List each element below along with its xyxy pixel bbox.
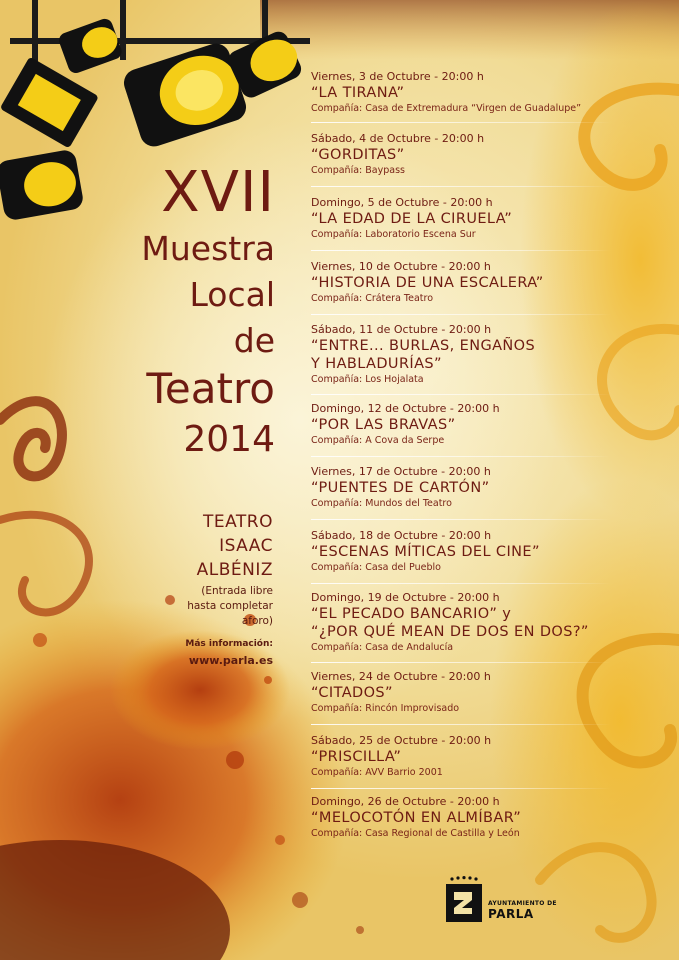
title-edition: XVII bbox=[161, 160, 275, 225]
title-local: Local bbox=[189, 275, 275, 314]
title-muestra: Muestra bbox=[141, 229, 275, 268]
entry-note-line-1: (Entrada libre bbox=[201, 585, 273, 597]
event-play: “ENTRE... BURLAS, ENGAÑOS bbox=[311, 338, 536, 354]
event-play: “POR LAS BRAVAS” bbox=[311, 417, 456, 433]
divider bbox=[311, 724, 611, 725]
event-company: Compañía: Los Hojalata bbox=[311, 374, 424, 385]
event-item bbox=[311, 734, 671, 779]
event-item bbox=[311, 670, 671, 715]
event-item bbox=[311, 323, 671, 386]
event-date: Viernes, 3 de Octubre - 20:00 h bbox=[311, 70, 484, 83]
divider bbox=[311, 583, 611, 584]
event-date: Viernes, 10 de Octubre - 20:00 h bbox=[311, 260, 491, 273]
event-play: “LA TIRANA” bbox=[311, 85, 405, 101]
event-company: Compañía: Baypass bbox=[311, 165, 405, 176]
divider bbox=[311, 662, 611, 663]
event-date: Sábado, 4 de Octubre - 20:00 h bbox=[311, 132, 485, 145]
event-company: Compañía: Crátera Teatro bbox=[311, 293, 434, 304]
logo-top-text: AYUNTAMIENTO DE bbox=[488, 900, 557, 907]
event-play: “ESCENAS MÍTICAS DEL CINE” bbox=[311, 544, 540, 560]
title-teatro: Teatro bbox=[146, 364, 275, 413]
venue-line-3: ALBÉNIZ bbox=[196, 560, 273, 580]
entry-note-line-2: hasta completar bbox=[187, 600, 273, 612]
event-item bbox=[311, 196, 671, 241]
event-item bbox=[311, 529, 671, 574]
event-date: Domingo, 26 de Octubre - 20:00 h bbox=[311, 795, 500, 808]
event-item bbox=[311, 795, 671, 840]
more-info-label: Más información: bbox=[185, 639, 273, 649]
divider bbox=[311, 122, 611, 123]
event-date: Viernes, 24 de Octubre - 20:00 h bbox=[311, 670, 491, 683]
event-company: Compañía: Casa Regional de Castilla y León bbox=[311, 828, 520, 839]
event-item bbox=[311, 70, 671, 115]
venue-line-2: ISAAC bbox=[219, 536, 273, 556]
entry-note-line-3: aforo) bbox=[241, 615, 273, 627]
event-company: Compañía: Mundos del Teatro bbox=[311, 498, 452, 509]
event-play: “HISTORIA DE UNA ESCALERA” bbox=[311, 275, 544, 291]
title-year: 2014 bbox=[183, 419, 275, 460]
logo-name: PARLA bbox=[488, 907, 534, 921]
more-info bbox=[73, 638, 273, 669]
divider bbox=[311, 250, 611, 251]
event-play-line-2: Y HABLADURÍAS” bbox=[311, 356, 442, 372]
event-item bbox=[311, 591, 671, 654]
event-company: Compañía: AVV Barrio 2001 bbox=[311, 767, 443, 778]
entry-note bbox=[73, 584, 273, 629]
divider bbox=[311, 788, 611, 789]
venue-line-1: TEATRO bbox=[202, 512, 273, 532]
parla-logo bbox=[444, 876, 564, 926]
event-date: Domingo, 5 de Octubre - 20:00 h bbox=[311, 196, 493, 209]
event-play: “CITADOS” bbox=[311, 685, 393, 701]
festival-title bbox=[15, 160, 275, 466]
event-play: “LA EDAD DE LA CIRUELA” bbox=[311, 211, 513, 227]
event-date: Sábado, 11 de Octubre - 20:00 h bbox=[311, 323, 492, 336]
event-play: “PRISCILLA” bbox=[311, 749, 402, 765]
event-date: Viernes, 17 de Octubre - 20:00 h bbox=[311, 465, 491, 478]
parla-emblem-icon bbox=[444, 876, 484, 924]
divider bbox=[311, 456, 611, 457]
title-de: de bbox=[233, 321, 275, 360]
event-play-line-2: “¿POR QUÉ MEAN DE DOS EN DOS?” bbox=[311, 624, 589, 640]
event-play: “GORDITAS” bbox=[311, 147, 405, 163]
event-company: Compañía: Casa del Pueblo bbox=[311, 562, 441, 573]
event-company: Compañía: A Cova da Serpe bbox=[311, 435, 445, 446]
event-play: “PUENTES DE CARTÓN” bbox=[311, 480, 490, 496]
venue-name bbox=[73, 510, 273, 582]
event-date: Sábado, 25 de Octubre - 20:00 h bbox=[311, 734, 492, 747]
event-company: Compañía: Casa de Extremadura “Virgen de Guadalupe” bbox=[311, 103, 582, 114]
website-link[interactable]: www.parla.es bbox=[188, 654, 273, 667]
event-company: Compañía: Casa de Andalucía bbox=[311, 642, 454, 653]
divider bbox=[311, 186, 611, 187]
event-item bbox=[311, 402, 671, 447]
divider bbox=[311, 314, 611, 315]
event-play: “EL PECADO BANCARIO” y bbox=[311, 606, 512, 622]
event-company: Compañía: Laboratorio Escena Sur bbox=[311, 229, 476, 240]
event-item bbox=[311, 132, 671, 177]
divider bbox=[311, 519, 611, 520]
event-item bbox=[311, 465, 671, 510]
event-item bbox=[311, 260, 671, 305]
divider bbox=[311, 394, 611, 395]
event-date: Sábado, 18 de Octubre - 20:00 h bbox=[311, 529, 492, 542]
event-company: Compañía: Rincón Improvisado bbox=[311, 703, 460, 714]
event-play: “MELOCOTÓN EN ALMÍBAR” bbox=[311, 810, 522, 826]
event-date: Domingo, 12 de Octubre - 20:00 h bbox=[311, 402, 500, 415]
event-date: Domingo, 19 de Octubre - 20:00 h bbox=[311, 591, 500, 604]
